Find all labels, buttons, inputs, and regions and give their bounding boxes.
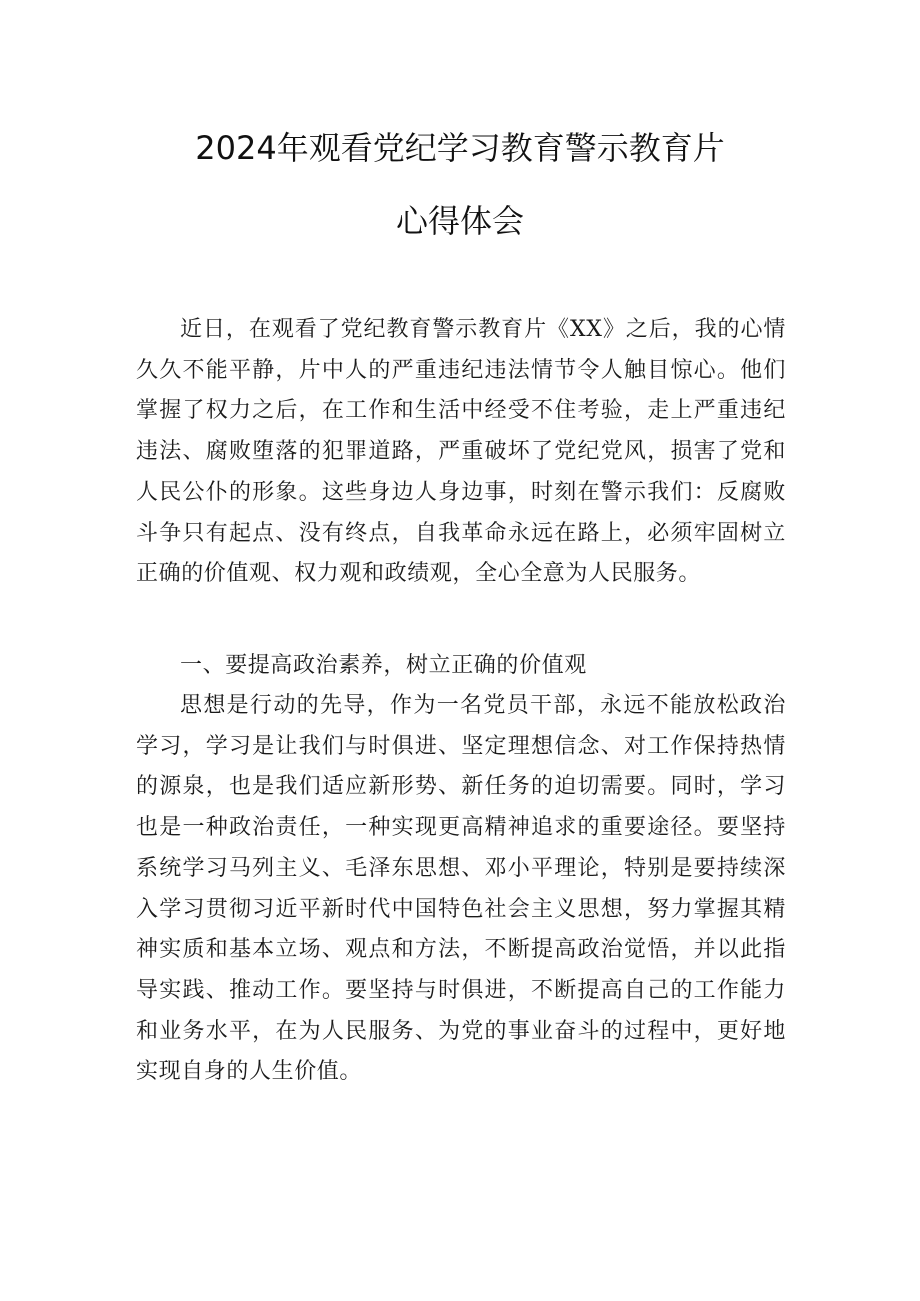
paragraph-section-1 [136, 686, 786, 1093]
paragraph-intro [136, 310, 786, 595]
section-heading-1 [136, 646, 786, 687]
paragraph-intro-text: 近日，在观看了党纪教育警示教育片《XX》之后，我的心情久久不能平静，片中人的严重违纪违法情节令人触目惊心。他们掌握了权力之后，在工作和生活中经受不住考验，走上严重违纪违法、腐败堕落的犯罪道路，严重破坏了党纪党风，损害了党和人民公仆的形象。这些身边人身边事，时刻在警示我们：反腐败斗争只有起点、没有终点，自我革命永远在路上，必须牢固树立正确的价值观、权力观和政绩观，全心全意为人民服务。 [136, 317, 786, 587]
section-heading-1-text: 一、要提高政治素养，树立正确的价值观 [180, 653, 587, 678]
document-title-line-2: 心得体会 [395, 202, 524, 240]
document-title-line-1: 2024年观看党纪学习教育警示教育片 [195, 129, 725, 167]
paragraph-section-1-text: 思想是行动的先导，作为一名党员干部，永远不能放松政治学习，学习是让我们与时俱进、坚定理想信念、对工作保持热情的源泉，也是我们适应新形势、新任务的迫切需要。同时，学习也是一种政治责任，一种实现更高精神追求的重要途径。要坚持系统学习马列主义、毛泽东思想、邓小平理论，特别是要持续深入学习贯彻习近平新时代中国特色社会主义思想，努力掌握其精神实质和基本立场、观点和方法，不断提高政治觉悟，并以此指导实践、推动工作。要坚持与时俱进，不断提高自己的工作能力和业务水平，在为人民服务、为党的事业奋斗的过程中，更好地实现自身的人生价值。 [136, 693, 786, 1085]
